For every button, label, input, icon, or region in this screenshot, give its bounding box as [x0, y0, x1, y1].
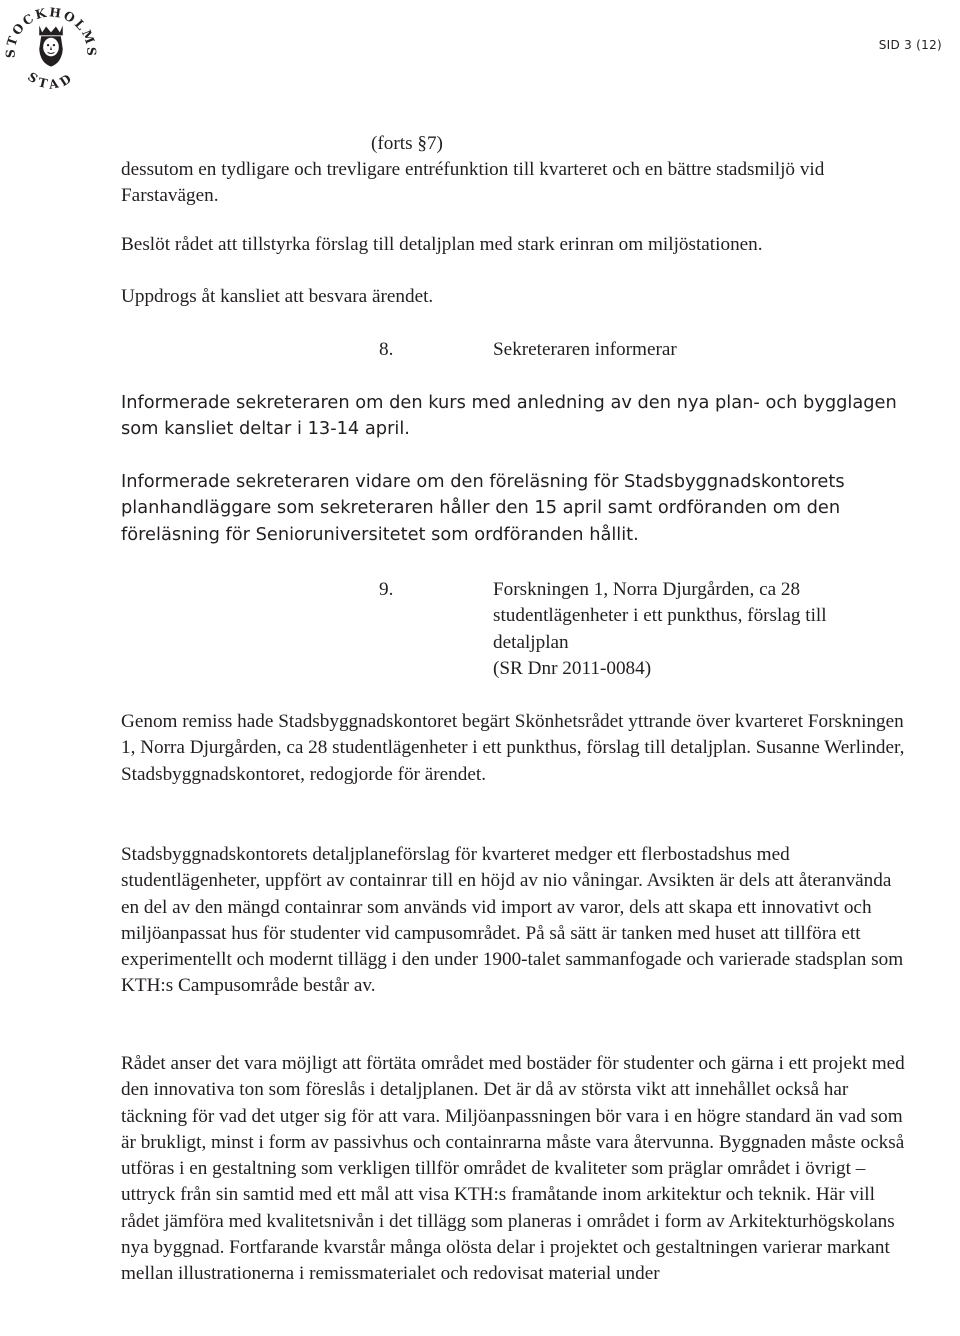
- svg-text:STAD: STAD: [25, 68, 78, 92]
- stockholms-stad-logo: [2, 2, 100, 100]
- paragraph-decision: Beslöt rådet att tillstyrka förslag till detaljplan med stark erinran om miljöstationen.: [121, 234, 763, 255]
- section-8-title: Sekreteraren informerar: [493, 339, 677, 360]
- svg-text:STOCKHOLMS: STOCKHOLMS: [2, 4, 100, 59]
- paragraph-council-opinion: Rådet anser det vara möjligt att förtäta området med bostäder för studenter och gärna i ett projekt med den innovativa ton som föreslås i detaljplanen. Det är då av största vikt att innehållet också har täckning för vad det utger sig för att vara. Miljöanpassningen bör vara i en högre standard än vad som är brukligt, minst i form av passivhus och containrarna måste vara återvunna. Byggnaden måste också utföras i en gestaltning som verkligen tillför området de kvaliteter som präglar området i övrigt – uttryck från sin samtid med ett mål att visa KTH:s framåtande inom arkitektur och teknik. Här vill rådet jämföra med kvalitetsnivån i det tillägg som planeras i området i form av Arkitekturhögskolans nya byggnad. Fortfarande kvarstår många olösta delar i projektet och gestaltningen varierar markant mellan illustrationerna i remissmaterialet och redovisat material under: [121, 1053, 905, 1285]
- paragraph-lecture-info: Informerade sekreteraren vidare om den föreläsning för Stadsbyggnadskontorets planhandläggare som sekreteraren håller den 15 april samt ordföranden om den föreläsning för Senioruniversitetet som ordföranden hållit.: [121, 471, 845, 545]
- saint-erik-head-icon: [39, 26, 63, 67]
- continuation-heading: (forts §7): [371, 133, 443, 154]
- section-9-heading: Forskningen 1, Norra Djurgården, ca 28 studentlägenheter i ett punkthus, förslag till detaljplan: [493, 579, 827, 653]
- paragraph-assignment: Uppdrogs åt kansliet att besvara ärendet.: [121, 286, 434, 307]
- page-number: SID 3 (12): [878, 38, 942, 52]
- section-9-title: [493, 577, 893, 682]
- paragraph-plan-proposal: Stadsbyggnadskontorets detaljplaneförslag för kvarteret medger ett flerbostadshus med studentlägenheter, uppfört av containrar till en höjd av nio våningar. Avsikten är dels att återanvända en del av den mängd containrar som används vid import av varor, dels att skapa ett innovativt och miljöanpassat hus för studenter vid campusområdet. På så sätt är tanken med huset att tillföra ett experimentellt och modernt tillägg i den under 1900-talet sammanfogade och varierade stadsplan som KTH:s Campusområde består av.: [121, 844, 904, 997]
- section-9-reference: (SR Dnr 2011-0084): [493, 657, 652, 679]
- paragraph-referral: Genom remiss hade Stadsbyggnadskontoret begärt Skönhetsrådet yttrande över kvarteret Forskningen 1, Norra Djurgården, ca 28 studentlägenheter i ett punkthus, förslag till detaljplan. Susanne Werlinder, Stadsbyggnadskontoret, redogjorde för ärendet.: [121, 711, 905, 785]
- section-8-number: 8.: [379, 339, 394, 360]
- paragraph-stadsmiljo: dessutom en tydligare och trevligare entréfunktion till kvarteret och en bättre stadsmiljö vid Farstavägen.: [121, 159, 825, 207]
- paragraph-course-info: Informerade sekreteraren om den kurs med anledning av den nya plan- och bygglagen som kansliet deltar i 13-14 april.: [121, 392, 897, 440]
- section-9-number: 9.: [379, 579, 394, 600]
